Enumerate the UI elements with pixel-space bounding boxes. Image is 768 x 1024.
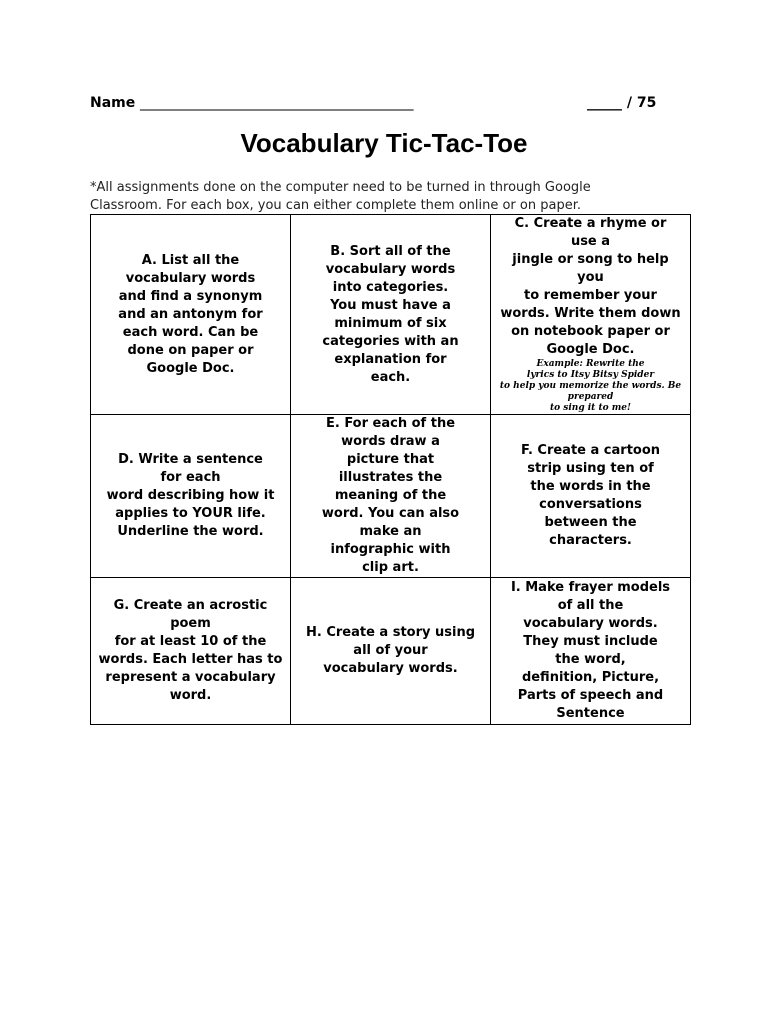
cell-h: [291, 578, 491, 725]
name-score-row: [90, 95, 690, 115]
instructions-text: *All assignments done on the computer need to be turned in through Google Classroom. For each box, you can either complete them online or on paper.: [90, 180, 591, 213]
cell-b-text: B. Sort all of the vocabulary words into categories. You must have a minimum of six categories with an explanation for each.: [322, 243, 459, 385]
cell-c-text: C. Create a rhyme or use a jingle or song to help you to remember your words. Write them down on notebook paper or Google Doc.: [500, 216, 681, 357]
cell-f-text: F. Create a cartoon strip using ten of the words in the conversations between the characters.: [520, 443, 661, 548]
name-blank-line[interactable]: __________________________________________: [140, 95, 413, 111]
cell-e-text: E. For each of the words draw a picture that illustrates the meaning of the word. You can also make an infographic with clip art.: [321, 416, 460, 575]
cell-h-text: H. Create a story using all of your vocabulary words.: [305, 625, 476, 676]
cell-f: [491, 415, 691, 578]
page-title: Vocabulary Tic-Tac-Toe: [240, 128, 528, 158]
cell-b: [291, 215, 491, 415]
tic-tac-toe-board: [90, 214, 691, 725]
score-out-of-75: _____ / 75: [587, 95, 657, 111]
cell-c-example: Example: Rewrite the lyrics to Itsy Bitsy Spider to help you memorize the words. Be prepared to sing it to me!: [499, 359, 682, 413]
cell-i: [491, 578, 691, 725]
cell-d: [91, 415, 291, 578]
cell-g: [91, 578, 291, 725]
cell-a-text: A. List all the vocabulary words and find a synonym and an antonym for each word. Can be done on paper or Google Doc.: [118, 252, 263, 376]
cell-a: [91, 215, 291, 415]
cell-g-text: G. Create an acrostic poem for at least 10 of the words. Each letter has to represent a vocabulary word.: [98, 598, 283, 703]
cell-e: [291, 415, 491, 578]
cell-i-text: I. Make frayer models of all the vocabulary words. They must include the word, definition, Picture, Parts of speech and Sentence: [510, 580, 671, 721]
cell-c: [491, 215, 691, 415]
board-row: [91, 215, 691, 415]
cell-d-text: D. Write a sentence for each word describing how it applies to YOUR life. Underline the word.: [106, 452, 275, 539]
board-row: [91, 415, 691, 578]
board-row: [91, 578, 691, 725]
name-label: Name: [90, 95, 136, 111]
